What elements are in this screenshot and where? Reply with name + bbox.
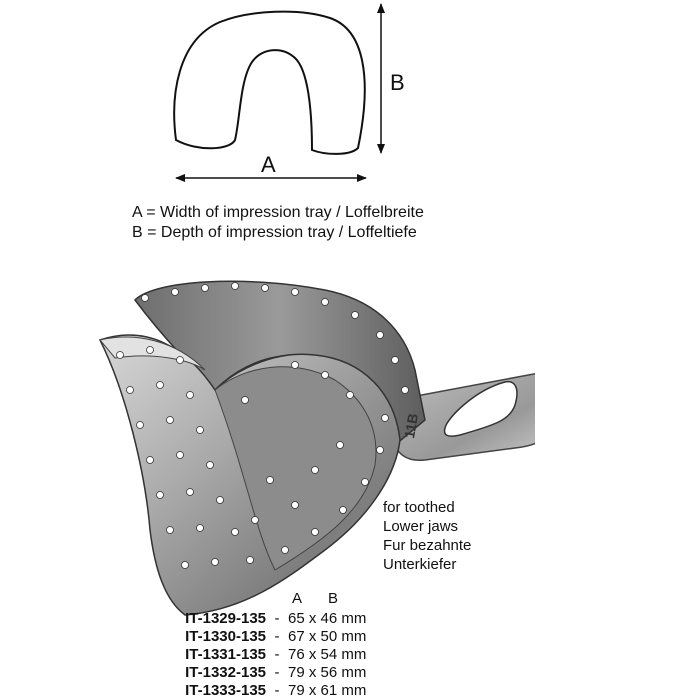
size-table-header-b: B: [328, 590, 339, 607]
legend-line-b: B = Depth of impression tray / Loffeltiefe: [132, 224, 417, 241]
legend-line-a: A = Width of impression tray / Loffelbreite: [132, 204, 424, 221]
description-line-3: Fur bezahnte: [383, 537, 472, 554]
size-table-row: [168, 646, 366, 664]
size-table-row: [168, 682, 366, 700]
impression-tray-image: [95, 270, 535, 620]
width-a-value: 79: [288, 682, 305, 699]
size-table-row: [168, 664, 366, 682]
row-separator: -: [274, 628, 280, 645]
times-sign: x: [308, 646, 317, 663]
row-separator: -: [274, 664, 280, 681]
times-sign: x: [308, 664, 317, 681]
tray-size-stamp: 11B: [401, 412, 422, 440]
width-a-value: 67: [288, 628, 305, 645]
depth-b-value: 54: [320, 646, 338, 663]
size-table-header-a: A: [292, 590, 303, 607]
depth-b-value: 61: [320, 682, 338, 699]
unit: mm: [341, 646, 367, 663]
size-table: [168, 610, 366, 700]
tray-outline-shape: [174, 12, 365, 154]
product-code: IT-1330-135: [185, 628, 266, 645]
description-line-1: for toothed: [383, 499, 455, 516]
row-separator: -: [274, 646, 280, 663]
depth-b-value: 56: [320, 664, 338, 681]
product-code: IT-1332-135: [185, 664, 266, 681]
width-a-value: 79: [288, 664, 305, 681]
unit: mm: [341, 628, 367, 645]
product-code: IT-1333-135: [185, 682, 266, 699]
times-sign: x: [308, 682, 317, 699]
times-sign: x: [308, 628, 317, 645]
width-a-value: 76: [288, 646, 305, 663]
product-code: IT-1329-135: [185, 610, 266, 627]
description-line-2: Lower jaws: [383, 518, 459, 535]
unit: mm: [341, 610, 367, 627]
tray-outline-diagram: [0, 0, 700, 200]
dimension-label-a: A: [261, 152, 276, 177]
product-code: IT-1331-135: [185, 646, 266, 663]
times-sign: x: [308, 610, 317, 627]
row-separator: -: [274, 610, 280, 627]
description-line-4: Unterkiefer: [383, 556, 457, 573]
depth-b-value: 46: [320, 610, 338, 627]
size-table-row: [168, 628, 366, 646]
depth-b-value: 50: [320, 628, 338, 645]
unit: mm: [341, 664, 367, 681]
size-table-row: [168, 610, 366, 628]
dimension-label-b: B: [390, 70, 405, 95]
width-a-value: 65: [288, 610, 305, 627]
row-separator: -: [274, 682, 280, 699]
unit: mm: [341, 682, 367, 699]
